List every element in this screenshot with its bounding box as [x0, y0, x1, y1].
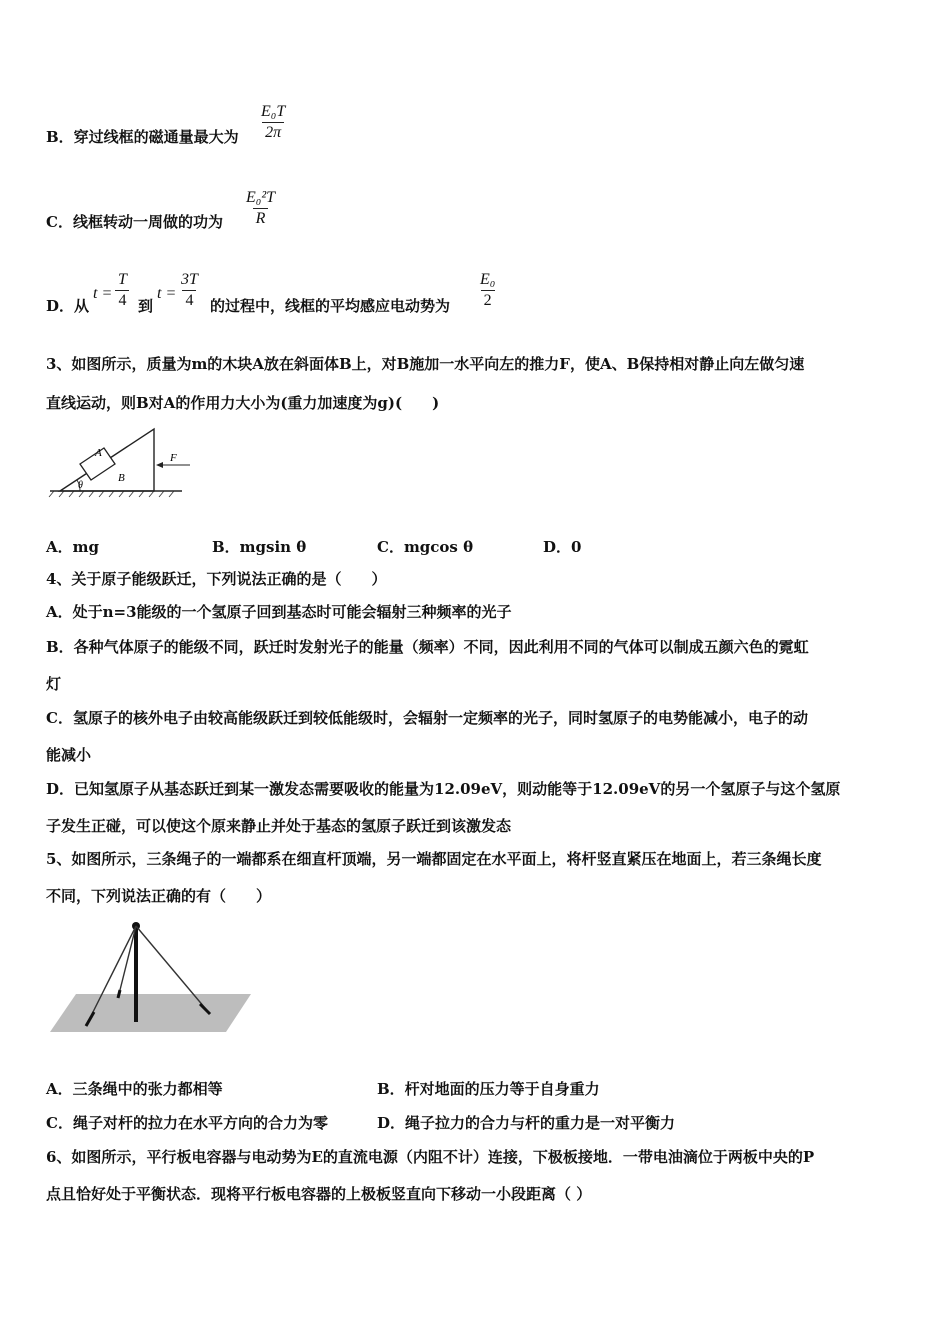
- rope-2: [118, 926, 136, 998]
- fraction-denominator: R: [253, 208, 269, 229]
- q5-stem-line1: 5、如图所示，三条绳子的一端都系在细直杆顶端，另一端都固定在水平面上，将杆竖直紧压在地面上，若三条绳长度: [46, 850, 822, 868]
- fraction-numerator: E₀²T: [246, 189, 276, 206]
- q5-option-d: D．绳子拉力的合力与杆的重力是一对平衡力: [377, 1114, 676, 1132]
- q5-option-b: B．杆对地面的压力等于自身重力: [377, 1080, 600, 1098]
- q6-stem-line1: 6、如图所示，平行板电容器与电动势为E的直流电源（内阻不计）连接，下极板接地．一带电油滴位于两板中央的P: [46, 1148, 815, 1166]
- label-f: F: [170, 452, 177, 464]
- q2-d-emf-fraction: [477, 270, 498, 311]
- fraction-denominator: 4: [115, 290, 129, 311]
- q4-option-b-line2: 灯: [46, 675, 62, 693]
- q3-option-d: D．0: [543, 538, 582, 556]
- label-a: A: [95, 447, 102, 459]
- q3-option-b: B．mgsin θ: [212, 538, 307, 556]
- ground-hatch: [49, 491, 174, 497]
- q3-stem-line2: 直线运动，则B对A的作用力大小为(重力加速度为g)( ): [46, 394, 440, 412]
- q2-option-b-fraction: [258, 102, 288, 143]
- q4-option-c-line1: C．氢原子的核外电子由较高能级跃迁到较低能级时，会辐射一定频率的光子，同时氢原子的电势能减小，电子的动: [46, 709, 808, 727]
- q2-option-d-suffix: 的过程中，线框的平均感应电动势为: [210, 297, 451, 315]
- label-theta: θ: [78, 480, 83, 491]
- q3-option-a: A．mg: [46, 538, 99, 556]
- q5-option-c: C．绳子对杆的拉力在水平方向的合力为零: [46, 1114, 328, 1132]
- q2-d-t2-fraction: [178, 270, 201, 311]
- fraction-numerator: T: [118, 271, 127, 288]
- fraction-numerator: E₀: [480, 271, 496, 288]
- q4-option-d-line1: D．已知氢原子从基态跃迁到某一激发态需要吸收的能量为12.09eV，则动能等于12.09eV的另一个氢原子与这个氢原: [46, 780, 841, 798]
- q3-stem-line1: 3、如图所示，质量为m的木块A放在斜面体B上，对B施加一水平向左的推力F，使A、B保持相对静止向左做匀速: [46, 355, 805, 373]
- q2-option-b: B．穿过线框的磁通量最大为: [46, 128, 239, 146]
- q3-option-c: C．mgcos θ: [377, 538, 474, 556]
- q2-option-c-fraction: [243, 188, 278, 229]
- fraction-numerator: 3T: [181, 271, 198, 288]
- q5-option-a: A．三条绳中的张力都相等: [46, 1080, 223, 1098]
- q4-option-c-line2: 能减小: [46, 746, 92, 764]
- q2-option-d-prefix: D．从: [46, 297, 90, 315]
- label-b: B: [118, 472, 125, 484]
- q2-option-c: C．线框转动一周做的功为: [46, 213, 223, 231]
- q4-option-d-line2: 子发生正碰，可以使这个原来静止并处于基态的氢原子跃迁到该激发态: [46, 817, 512, 835]
- fraction-denominator: 4: [182, 290, 196, 311]
- q2-d-t2-lhs: t =: [157, 285, 177, 302]
- stake-2: [118, 990, 120, 998]
- fraction-numerator: E₀T: [261, 103, 286, 120]
- q2-d-t1-fraction: [115, 270, 130, 311]
- q5-pole-figure: [46, 918, 256, 1036]
- ground-plane: [50, 994, 251, 1032]
- q2-d-t1-lhs: t =: [93, 285, 113, 302]
- fraction-denominator: 2π: [262, 122, 284, 143]
- q5-stem-line2: 不同，下列说法正确的有（ ）: [46, 887, 272, 905]
- q4-option-a: A．处于n=3能级的一个氢原子回到基态时可能会辐射三种频率的光子: [46, 603, 512, 621]
- q2-option-d-mid: 到: [138, 297, 154, 315]
- q6-stem-line2: 点且恰好处于平衡状态．现将平行板电容器的上极板竖直向下移动一小段距离（ ）: [46, 1185, 592, 1203]
- q3-incline-figure: [46, 425, 196, 500]
- q4-option-b-line1: B．各种气体原子的能级不同，跃迁时发射光子的能量（频率）不同，因此利用不同的气体可以制成五颜六色的霓虹: [46, 638, 809, 656]
- force-arrowhead: [156, 462, 163, 468]
- fraction-denominator: 2: [481, 290, 495, 311]
- q4-stem: 4、关于原子能级跃迁，下列说法正确的是（ ）: [46, 570, 387, 588]
